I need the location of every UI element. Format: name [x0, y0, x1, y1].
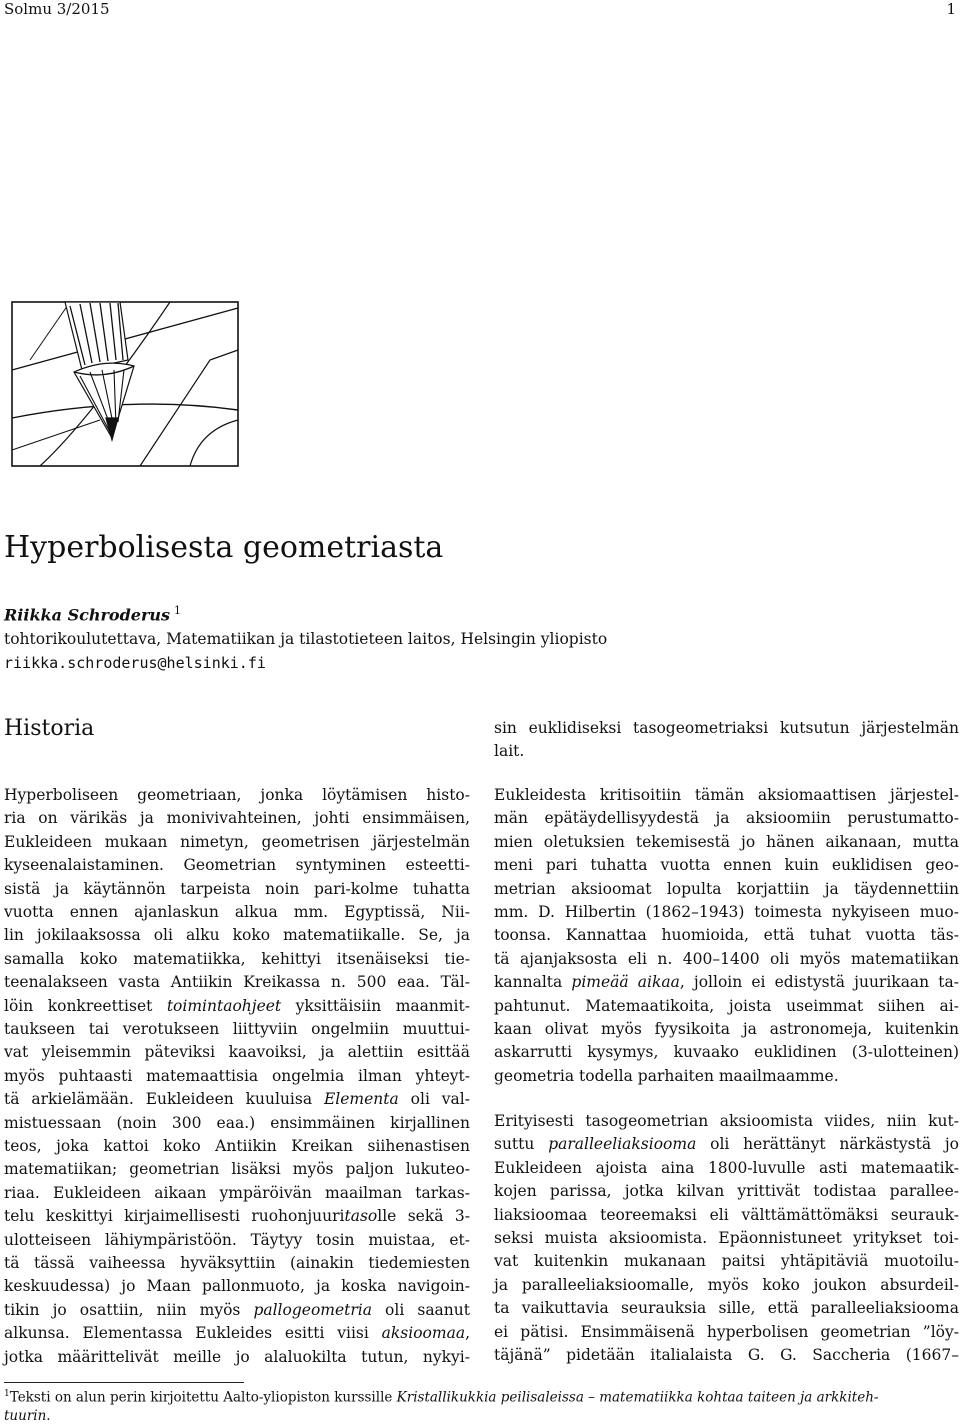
text-line: mistuessaan (noin 300 eaa.) ensimmäinen kirjallinen — [4, 1113, 470, 1132]
footnote-line-2: tuurin. — [4, 1407, 51, 1424]
text-line: seksi muista aksioomista. Epäonnistuneet yritykset toi- — [494, 1229, 959, 1247]
text-line: liaksioomaa teoreemaksi eli välttämättömäksi seurauk- — [494, 1205, 959, 1224]
footnote-line-1 — [4, 1385, 956, 1407]
pencil-drawing-illustration — [10, 300, 242, 470]
text-line: alkunsa. Elementassa Eukleides esitti viisi aksioomaa, — [4, 1324, 470, 1343]
text-line: metrian aksioomat lopulta korjattiin ja täydennettiin — [494, 879, 959, 898]
text-line: kaan olivat myös fyysikoita ja astronomeja, kuitenkin — [494, 1020, 959, 1038]
text-line: Hyperboliseen geometriaan, jonka löytämisen histo- — [4, 786, 470, 804]
author-footnote-mark: 1 — [174, 604, 182, 617]
text-line: täjänä” pidetään italialaista G. G. Saccheria (1667– — [494, 1346, 959, 1364]
text-line: geometria todella parhaiten maailmaamme. — [494, 1066, 839, 1085]
text-line: Erityisesti tasogeometrian aksioomista viides, niin kut- — [494, 1112, 959, 1130]
right-column — [494, 717, 959, 1372]
section-heading-historia: Historia — [4, 716, 95, 741]
text-line: meni pari tuhatta vuotta ennen kuin euklidisen geo- — [494, 856, 959, 875]
text-line: teenalakseen vasta Antiikin Kreikassa n. 500 eaa. Täl- — [4, 973, 470, 992]
text-line: män epätäydellisyydestä ja aksioomiin perustumatto- — [494, 809, 959, 828]
text-line: suttu paralleeliaksiooma oli herättänyt närkästystä jo — [494, 1135, 959, 1154]
footnote — [4, 1385, 956, 1425]
text-line: jotka määrittelivät meille jo alaluokilta tutun, nykyi- — [4, 1347, 470, 1366]
author-affiliation: tohtorikoulutettava, Matematiikan ja tilastotieteen laitos, Helsingin yliopisto — [4, 630, 608, 648]
text-line: vat kuitenkin mukanaan paitsi yhtäpitäviä muotoilu- — [494, 1252, 959, 1271]
text-line: mm. D. Hilbertin (1862–1943) toimesta nykyiseen muo- — [494, 903, 959, 921]
author-name: Riikka Schroderus — [4, 605, 171, 625]
text-line: mien oletuksien tekemisestä jo hänen aikanaan, mutta — [494, 832, 959, 851]
text-line: kojen parissa, jotka kilvan yrittivät todistaa parallee- — [494, 1182, 959, 1201]
author-line — [4, 604, 181, 624]
text-line: ei pätisi. Ensimmäisenä hyperbolisen geometrian ”löy- — [494, 1322, 959, 1341]
text-line: sin euklidiseksi tasogeometriaksi kutsutun järjestelmän — [494, 719, 959, 737]
text-line: tä ajanjaksosta eli n. 400–1400 oli myös matematiikan — [494, 949, 959, 968]
text-line: toonsa. Kannattaa huomioida, että tuhat vuotta täs- — [494, 926, 959, 945]
running-header — [4, 0, 956, 18]
text-line: lait. — [494, 742, 525, 761]
text-line: vuotta ennen ajanlaskun alkua mm. Egyptissä, Nii- — [4, 903, 470, 921]
text-line: ria on värikäs ja monivivahteinen, johti ensimmäisen, — [4, 809, 470, 828]
text-line: vat yleisemmin päteviksi kaavoiksi, ja alettiin esittää — [4, 1043, 470, 1062]
text-line: tä tässä vaiheessa hyväksyttiin (ainakin tiedemiesten — [4, 1254, 470, 1272]
text-line: lin jokilaaksossa oli alku koko matematiikalle. Se, ja — [4, 926, 470, 945]
text-line: myös puhtaasti matemaattisia ongelmia ilman yhteyt- — [4, 1066, 470, 1085]
author-email: riikka.schroderus@helsinki.fi — [4, 654, 266, 672]
journal-issue: Solmu 3/2015 — [4, 0, 110, 18]
text-line: löin konkreettiset toimintaohjeet yksittäisiin maanmit- — [4, 996, 470, 1015]
text-line: samalla koko matematiikka, kehittyi itsenäiseksi tie- — [4, 949, 470, 968]
text-line: telu keskittyi kirjaimellisesti ruohonjuuritasolle sekä 3- — [4, 1207, 470, 1226]
text-line: riaa. Eukleideen aikaan ympäröivän maailman tarkas- — [4, 1183, 470, 1202]
text-line: askarrutti kysymys, kuvaako euklidinen (3-ulotteinen) — [494, 1043, 959, 1062]
article-title: Hyperbolisesta geometriasta — [4, 530, 444, 565]
text-line: ja paralleeliaksioomalle, myös koko joukon absurdeil- — [494, 1275, 959, 1294]
text-line: sistä ja käytännön tarpeista noin pari-kolme tuhatta — [4, 879, 470, 898]
text-line: matematiikan; geometrian lisäksi myös paljon lukuteo- — [4, 1160, 470, 1179]
text-line: ta vaikuttavia seurauksia sille, että paralleeliaksiooma — [494, 1299, 959, 1318]
text-line: ulotteiseen lähiympäristöön. Täytyy tosin muistaa, et- — [4, 1230, 470, 1249]
text-line: kannalta pimeää aikaa, jolloin ei edistystä juurikaan ta- — [494, 973, 959, 992]
text-line: pahtunut. Matemaatikoita, joista useimmat siihen ai- — [494, 996, 959, 1015]
text-line: tä arkielämään. Eukleideen kuuluisa Elementa oli val- — [4, 1090, 470, 1109]
text-line: Eukleidesta kritisoitiin tämän aksiomaattisen järjestel- — [494, 786, 959, 804]
text-line: Eukleideen ajoista aina 1800-luvulle asti matemaatik- — [494, 1158, 959, 1177]
footnote-mark: 1 — [4, 1389, 10, 1399]
text-line: kyseenalaistaminen. Geometrian syntyminen esteetti- — [4, 856, 470, 875]
footnote-rule — [4, 1382, 244, 1383]
text-line: keskuudessa) jo Maan pallonmuoto, ja koska navigoin- — [4, 1277, 470, 1296]
text-line: Eukleideen mukaan nimetyn, geometrisen järjestelmän — [4, 832, 470, 851]
text-line: tikin jo osattiin, niin myös pallogeometria oli saanut — [4, 1300, 470, 1319]
text-line: taukseen tai verotukseen liittyviin ongelmiin muuttui- — [4, 1020, 470, 1038]
footnote-text: Teksti on alun perin kirjoitettu Aalto-yliopiston kurssille Kristallikukkia peilisaleissa – matematiikka kohtaa taiteen ja arkkiteh- — [9, 1389, 879, 1406]
page-number: 1 — [946, 0, 956, 18]
text-line: teos, joka kattoi koko Antiikin Kreikan siihenastisen — [4, 1137, 470, 1155]
left-column — [4, 784, 470, 1374]
